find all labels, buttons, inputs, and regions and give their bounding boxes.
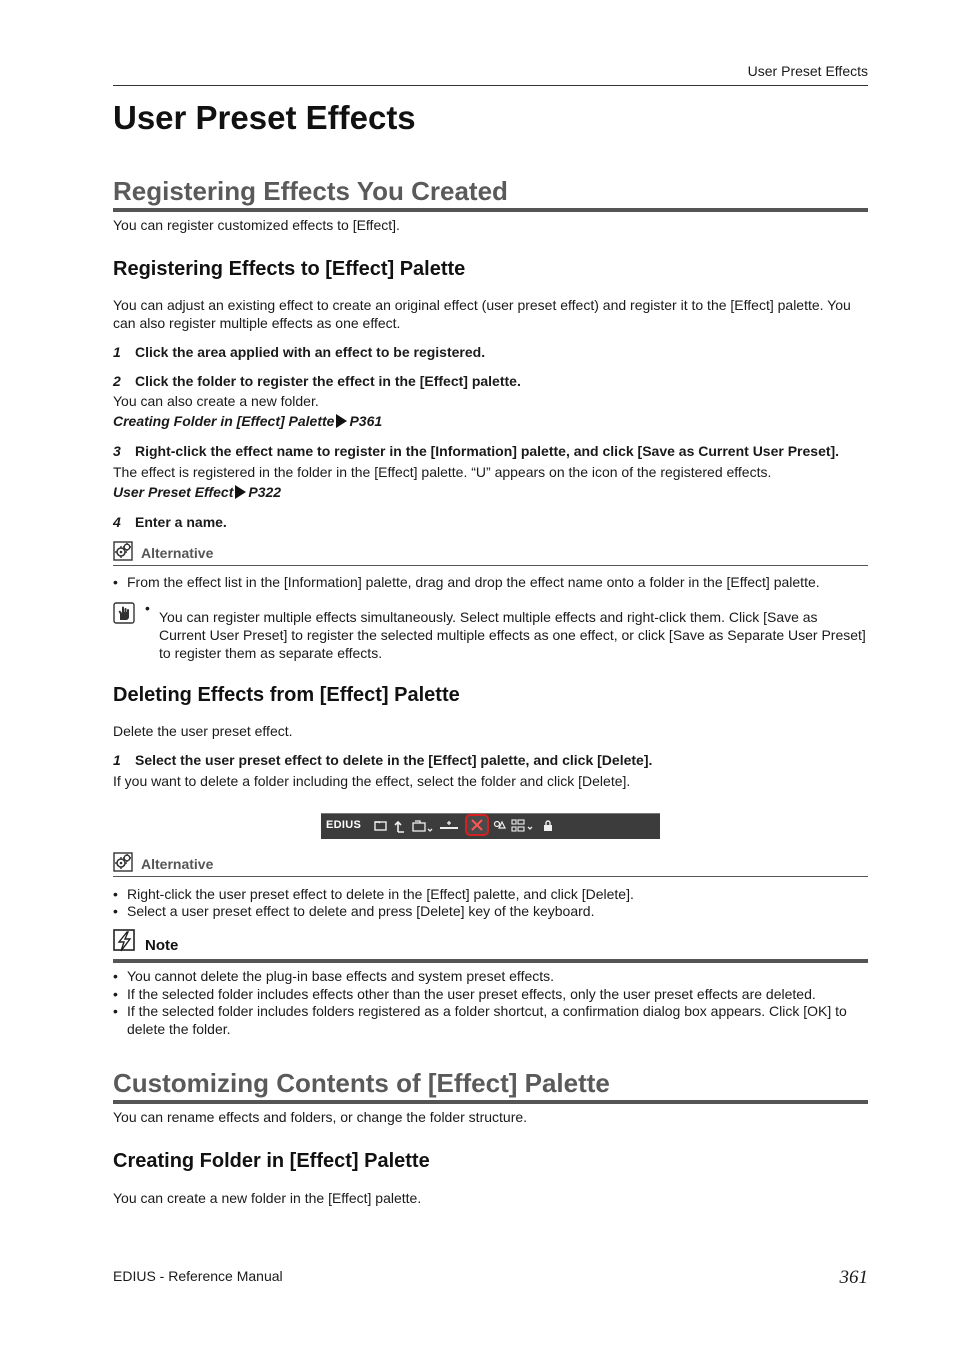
reference-page: P322 bbox=[248, 484, 282, 500]
effect-palette-toolbar bbox=[321, 813, 660, 839]
alternative-header bbox=[113, 541, 868, 566]
view-icon[interactable] bbox=[511, 818, 537, 834]
section-intro: You can register customized effects to [Effect]. bbox=[113, 217, 400, 233]
delete-icon[interactable] bbox=[471, 819, 483, 831]
step-number: 3 bbox=[113, 443, 121, 459]
delete-button-highlight[interactable] bbox=[465, 814, 489, 836]
note-lightning-icon bbox=[113, 929, 137, 953]
page-title: User Preset Effects bbox=[113, 99, 416, 136]
subsection-heading-creating-folder: Creating Folder in [Effect] Palette bbox=[113, 1150, 430, 1172]
footer-manual-name: EDIUS - Reference Manual bbox=[113, 1268, 283, 1284]
alternative-gears-icon bbox=[113, 852, 133, 872]
reference-text: User Preset Effect bbox=[113, 484, 234, 500]
step-2 bbox=[113, 373, 521, 389]
header-rule bbox=[113, 85, 868, 86]
section-intro: You can rename effects and folders, or change the folder structure. bbox=[113, 1109, 528, 1125]
up-folder-icon[interactable] bbox=[393, 818, 407, 834]
alternative-gears-icon bbox=[113, 541, 133, 561]
list-item: • Select a user preset effect to delete and press [Delete] key of the keyboard. bbox=[113, 902, 868, 920]
note-header bbox=[113, 929, 868, 963]
hint-text: You can register multiple effects simultaneously. Select multiple effects and right-click them. Click [Save as Current User Preset] to register the selected multiple effects as one effect, or click [Save as Separate User Preset] to register them as separate effects. bbox=[159, 609, 866, 661]
lock-icon[interactable] bbox=[541, 818, 555, 834]
step-text: Enter a name. bbox=[135, 514, 227, 530]
subsection-heading-deleting: Deleting Effects from [Effect] Palette bbox=[113, 684, 460, 706]
new-folder-icon[interactable] bbox=[373, 818, 389, 834]
note-label: Note bbox=[145, 937, 179, 954]
alternative-label: Alternative bbox=[141, 545, 214, 561]
hint-hand-icon bbox=[113, 602, 135, 624]
edius-logo: EDIUS bbox=[326, 819, 362, 831]
list-item: • If the selected folder includes folders registered as a folder shortcut, a confirmation dialog box appears. Click [OK] to delete the folder. bbox=[113, 1002, 868, 1038]
subsection-intro: You can create a new folder in the [Effect] palette. bbox=[113, 1190, 422, 1206]
folder-shortcut-icon[interactable] bbox=[411, 818, 435, 834]
step-text: Click the folder to register the effect in the [Effect] palette. bbox=[135, 373, 521, 389]
step-1 bbox=[113, 344, 485, 360]
alternative-header bbox=[113, 852, 868, 877]
section-heading-customizing: Customizing Contents of [Effect] Palette bbox=[113, 1068, 610, 1098]
step-2-note: You can also create a new folder. bbox=[113, 393, 319, 409]
step-number: 1 bbox=[113, 752, 121, 768]
list-item: • If the selected folder includes effects other than the user preset effects, only the user preset effects are deleted. bbox=[113, 985, 868, 1003]
subsection-intro: Delete the user preset effect. bbox=[113, 723, 293, 739]
reference-page: P361 bbox=[349, 413, 383, 429]
list-item: • From the effect list in the [Information] palette, drag and drop the effect name onto a folder in the [Effect] palette. bbox=[113, 573, 868, 591]
step-3 bbox=[113, 443, 839, 459]
section-rule bbox=[113, 208, 868, 212]
step-1 bbox=[113, 752, 652, 768]
step-number: 1 bbox=[113, 344, 121, 360]
hint-bullet: • bbox=[145, 600, 150, 616]
step-text: Select the user preset effect to delete in the [Effect] palette, and click [Delete]. bbox=[135, 752, 653, 768]
step-3-note: The effect is registered in the folder in the [Effect] palette. “U” appears on the icon of the registered effects. bbox=[113, 464, 772, 480]
page-number: 361 bbox=[839, 1267, 868, 1288]
properties-icon[interactable] bbox=[493, 818, 507, 834]
step-text: Click the area applied with an effect to be registered. bbox=[135, 344, 486, 360]
reference-arrow-icon bbox=[235, 485, 246, 499]
step-4 bbox=[113, 514, 227, 530]
alternative-label: Alternative bbox=[141, 856, 214, 872]
reference-arrow-icon bbox=[336, 414, 347, 428]
reference-text: Creating Folder in [Effect] Palette bbox=[113, 413, 335, 429]
step-text: Right-click the effect name to register in the [Information] palette, and click [Save as Current User Preset]. bbox=[135, 443, 840, 459]
step-number: 2 bbox=[113, 373, 121, 389]
cross-reference-link[interactable] bbox=[113, 413, 382, 429]
cross-reference-link[interactable] bbox=[113, 484, 281, 500]
add-effect-icon[interactable] bbox=[439, 818, 461, 834]
subsection-intro: You can adjust an existing effect to create an original effect (user preset effect) and register it to the [Effect] palette. You can also register multiple effects as one effect. bbox=[113, 297, 851, 331]
section-heading-registering: Registering Effects You Created bbox=[113, 176, 508, 206]
step-1-note: If you want to delete a folder including the effect, select the folder and click [Delete]. bbox=[113, 773, 631, 789]
step-number: 4 bbox=[113, 514, 121, 530]
section-rule bbox=[113, 1100, 868, 1104]
running-header: User Preset Effects bbox=[747, 63, 868, 79]
list-item: • You cannot delete the plug-in base effects and system preset effects. bbox=[113, 967, 868, 985]
list-item: • Right-click the user preset effect to delete in the [Effect] palette, and click [Delete]. bbox=[113, 885, 868, 903]
subsection-heading-register-palette: Registering Effects to [Effect] Palette bbox=[113, 258, 466, 280]
